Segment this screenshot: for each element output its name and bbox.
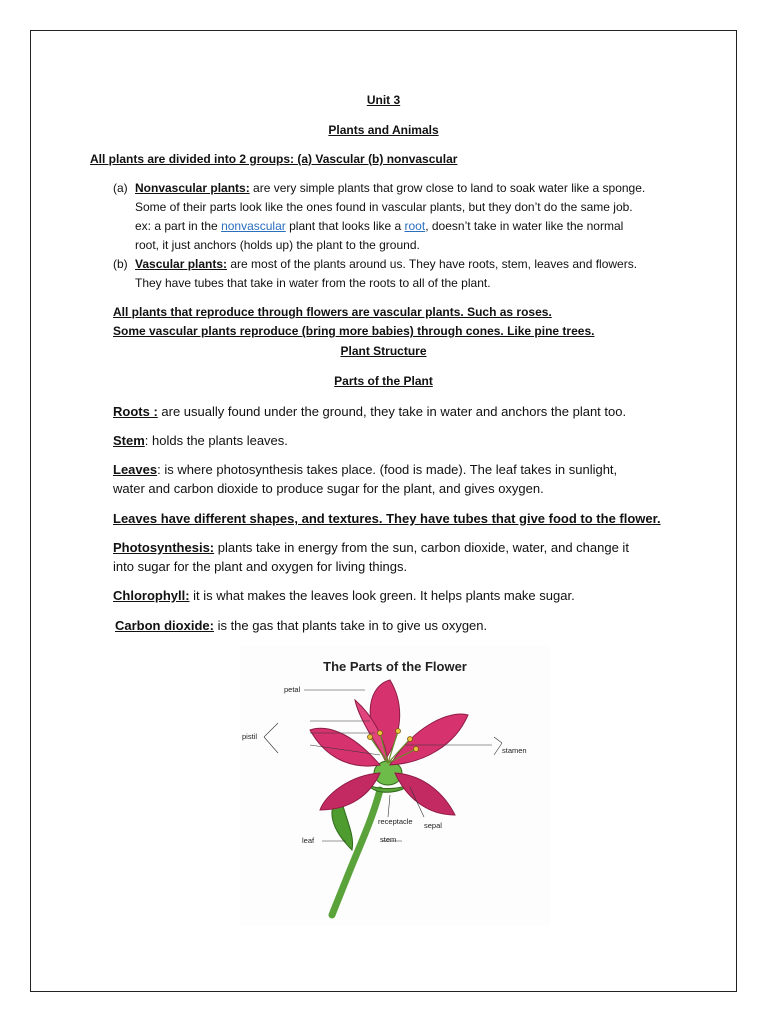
topic-heading: Plants and Animals — [328, 123, 439, 137]
term-chlorophyll: Chlorophyll: — [113, 588, 190, 603]
term-leaves: Leaves — [113, 462, 158, 477]
term-carbon-dioxide: Carbon dioxide: — [115, 618, 214, 633]
def-carbon-dioxide — [115, 618, 487, 633]
petal-right — [390, 714, 468, 765]
link-nonvascular[interactable]: nonvascular — [221, 219, 286, 233]
list-item-b-line1 — [135, 257, 637, 271]
list-item-a-line4: root, it just anchors (holds up) the plant to the ground. — [135, 238, 420, 252]
list-item-a-line1 — [135, 181, 645, 195]
groups-line: All plants are divided into 2 groups: (a) Vascular (b) nonvascular — [90, 152, 458, 166]
list-item-a-line3 — [135, 219, 623, 233]
flower-diagram — [240, 645, 550, 925]
unit-heading: Unit 3 — [366, 93, 401, 107]
note-flowers: All plants that reproduce through flowers are vascular plants. Such as roses. — [113, 305, 552, 319]
link-root[interactable]: root — [404, 219, 426, 233]
list-marker-b: (b) — [113, 257, 128, 271]
def-leaves-line1 — [113, 462, 617, 477]
label-pistil: pistil — [242, 732, 258, 741]
label-stamen: stamen — [502, 746, 527, 755]
list-item-a-line2: Some of their parts look like the ones found in vascular plants, but they don’t do the same job. — [135, 200, 633, 214]
diagram-title: The Parts of the Flower — [323, 659, 467, 674]
def-leaves-text1: : is where photosynthesis takes place. (food is made). The leaf takes in sunlight, — [157, 462, 618, 477]
label-petal: petal — [284, 685, 301, 694]
def-leaves-line2: water and carbon dioxide to produce sugar for the plant, and gives oxygen. — [113, 481, 544, 496]
list-marker-a: (a) — [113, 181, 128, 195]
list-item-b-line2: They have tubes that take in water from the roots to all of the plant. — [135, 276, 491, 290]
def-stem — [113, 433, 288, 448]
label-leaf: leaf — [302, 836, 315, 845]
term-nonvascular: Nonvascular plants: — [135, 181, 250, 195]
list-item-a-text3b: plant that looks like a — [285, 219, 405, 233]
list-item-b-text1: are most of the plants around us. They have roots, stem, leaves and flowers. — [227, 257, 638, 271]
note-cones: Some vascular plants reproduce (bring more babies) through cones. Like pine trees. — [113, 324, 595, 338]
leaves-note: Leaves have different shapes, and textures. They have tubes that give food to the flower. — [113, 511, 661, 526]
label-stem: stem — [380, 835, 397, 844]
def-chlorophyll — [113, 588, 575, 603]
def-photo-text1: plants take in energy from the sun, carbon dioxide, water, and change it — [214, 540, 629, 555]
petal-lower-left — [320, 773, 380, 810]
def-photosynthesis-line2: into sugar for the plant and oxygen for living things. — [113, 559, 408, 574]
label-receptacle: receptacle — [378, 817, 413, 826]
def-chlorophyll-text: it is what makes the leaves look green. It helps plants make sugar. — [189, 588, 575, 603]
list-item-a-text1: are very simple plants that grow close to land to soak water like a sponge. — [249, 181, 646, 195]
term-roots: Roots : — [113, 404, 158, 419]
plant-structure-heading: Plant Structure — [340, 344, 427, 358]
label-sepal: sepal — [424, 821, 442, 830]
def-roots — [113, 404, 626, 419]
term-stem: Stem — [113, 433, 145, 448]
petal-lower-right — [395, 773, 455, 815]
def-stem-text: : holds the plants leaves. — [144, 433, 288, 448]
term-photosynthesis: Photosynthesis: — [113, 540, 215, 555]
list-item-a-text3a: ex: a part in the — [135, 219, 222, 233]
def-roots-text: are usually found under the ground, they take in water and anchors the plant too. — [157, 404, 627, 419]
def-co2-text: is the gas that plants take in to give us oxygen. — [213, 618, 488, 633]
term-vascular: Vascular plants: — [135, 257, 228, 271]
list-item-a-text3c: , doesn’t take in water like the normal — [425, 219, 624, 233]
parts-heading: Parts of the Plant — [334, 374, 433, 388]
def-photosynthesis-line1 — [113, 540, 629, 555]
